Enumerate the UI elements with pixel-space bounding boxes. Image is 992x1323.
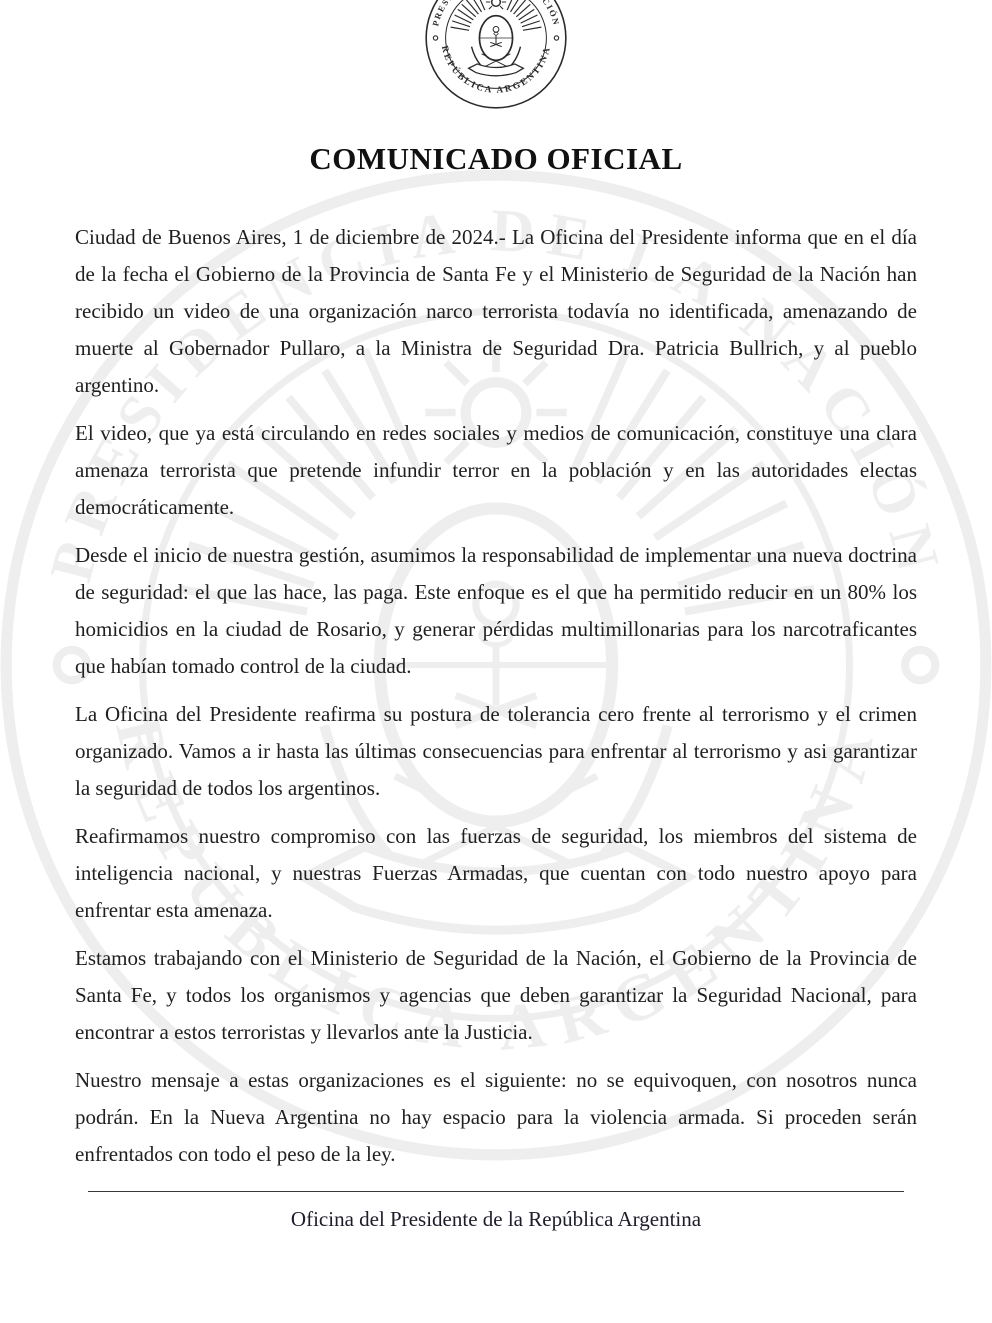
paragraph-5: Reafirmamos nuestro compromiso con las fuerzas de seguridad, los miembros del sistema de inteligencia nacional, y nuestras Fuerzas Armadas, que cuentan con todo nuestro apoyo para enfrentar esta amenaza. xyxy=(75,824,917,922)
paragraph-6: Estamos trabajando con el Ministerio de Seguridad de la Nación, el Gobierno de la Provincia de Santa Fe, y todos los organismos y agencias que deben garantizar la Seguridad Nacional, para encontrar a estos terroristas y llevarlos ante la Justicia. xyxy=(75,946,917,1044)
paragraph-2: El video, que ya está circulando en redes sociales y medios de comunicación, constituye una clara amenaza terrorista que pretende infundir terror en la población y en las autoridades electas democráticamente. xyxy=(75,421,917,519)
presidential-seal-icon xyxy=(424,0,568,110)
footer-divider xyxy=(88,1191,904,1192)
paragraph-7: Nuestro mensaje a estas organizaciones es el siguiente: no se equivoquen, con nosotros nunca podrán. En la Nueva Argentina no hay espacio para la violencia armada. Si proceden serán enfrentados con todo el peso de la ley. xyxy=(75,1068,917,1166)
paragraph-1: Ciudad de Buenos Aires, 1 de diciembre de 2024.- La Oficina del Presidente informa que en el día de la fecha el Gobierno de la Provincia de Santa Fe y el Ministerio de Seguridad de la Nación han recibido un video de una organización narco terrorista todavía no identificada, amenazando de muerte al Gobernador Pullaro, a la Ministra de Seguridad Dra. Patricia Bullrich, y al pueblo argentino. xyxy=(75,225,917,397)
document-footer xyxy=(0,1191,992,1232)
statement-body xyxy=(75,219,917,1173)
paragraph-4: La Oficina del Presidente reafirma su postura de tolerancia cero frente al terrorismo y el crimen organizado. Vamos a ir hasta las últimas consecuencias para enfrentar al terrorismo y asi garantizar la seguridad de todos los argentinos. xyxy=(75,702,917,800)
document-header xyxy=(0,0,992,140)
footer-signature: Oficina del Presidente de la República Argentina xyxy=(290,1207,702,1231)
page-title: COMUNICADO OFICIAL xyxy=(309,141,683,176)
paragraph-3: Desde el inicio de nuestra gestión, asumimos la responsabilidad de implementar una nueva doctrina de seguridad: el que las hace, las paga. Este enfoque es el que ha permitido reducir en un 80% los homicidios en la ciudad de Rosario, y generar pérdidas multimillonarias para los narcotraficantes que habían tomado control de la ciudad. xyxy=(75,543,917,678)
